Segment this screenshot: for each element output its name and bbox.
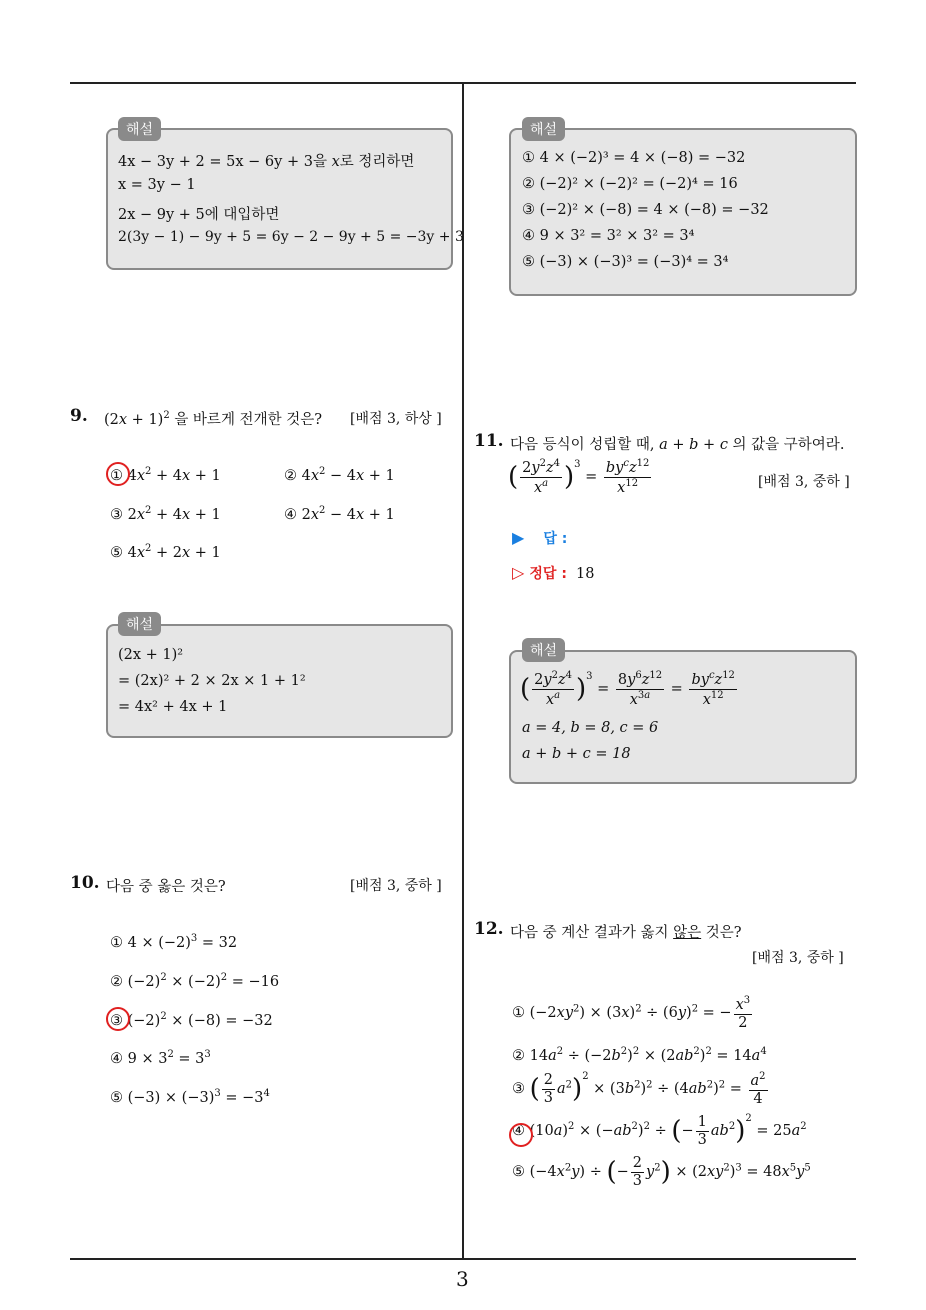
- q9-explanation-tag: 해설: [118, 612, 161, 636]
- q12-score: [배점 3, 중하 ]: [752, 950, 844, 966]
- q12-correct-mark: [509, 1123, 533, 1147]
- bottom-rule: [70, 1258, 856, 1260]
- q9-option-5[interactable]: ⑤ $4x^2 + 2x + 1$: [110, 543, 221, 561]
- q9-expression: $(2x + 1)^2$: [104, 410, 170, 428]
- q10-question: 다음 중 옳은 것은?: [106, 879, 226, 895]
- q10-correct-mark: [106, 1007, 130, 1031]
- q8-explanation-line-1: 4x − 3y + 2 = 5x − 6y + 3을 x로 정리하면: [118, 154, 415, 170]
- q10-option-3[interactable]: ③ $(-2)^2 \times (-8) = -32$: [110, 1011, 273, 1029]
- q9-explanation-line-3: = 4x² + 4x + 1: [118, 699, 228, 715]
- q12-option-4[interactable]: ④ $(10a)^2 \times (-ab^2)^2$ ÷ (− $\frac{1}{3}$ $ab^2)^2 = 25a^2$: [512, 1113, 807, 1148]
- q9-explanation-line-2: = (2x)² + 2 × 2x × 1 + 1²: [118, 673, 306, 689]
- q10-option-5[interactable]: ⑤ $(-3) \times (-3)^3 = -3^4$: [110, 1088, 270, 1106]
- answer-arrow-icon: ▶: [512, 528, 525, 547]
- q9-option-3[interactable]: ③ $2x^2 + 4x + 1$: [110, 505, 221, 523]
- q8-explanation-line-3: 2x − 9y + 5에 대입하면: [118, 207, 280, 223]
- correct-arrow-icon: ▷: [512, 563, 525, 582]
- q12-option-5[interactable]: ⑤ $(-4x^2y)$ ÷ (− $\frac{2}{3}$ $y^2) \times (2xy^2)^3 = 48x^5y^5$: [512, 1155, 811, 1189]
- q11-question: 다음 등식이 성립할 때, a + b + c 의 값을 구하여라.: [510, 437, 845, 453]
- q9-option-2[interactable]: ② $4x^2 - 4x + 1$: [284, 466, 395, 484]
- q12-number: 12.: [474, 919, 504, 939]
- q12-option-2[interactable]: ② $14a^2 \div (-2b^2)^2 \times (2ab^2)^2 = 14a^4$: [512, 1046, 767, 1064]
- q8-explanation-tag: 해설: [118, 117, 161, 141]
- q11-explanation-line-1: ( $\frac{2y^2z^4}{x^a}$ )$^3$ = $\frac{8y^6z^{12}}{x^{3a}}$ = $\frac{by^cz^{12}}{x^{12}}$: [520, 670, 735, 708]
- q8-explanation-line-2: x = 3y − 1: [118, 177, 196, 193]
- q9-explanation-line-1: (2x + 1)²: [118, 647, 184, 663]
- page-number: 3: [456, 1267, 469, 1291]
- q11-explanation-line-3: a + b + c = 18: [522, 746, 631, 762]
- q9-option-4[interactable]: ④ $2x^2 - 4x + 1$: [284, 505, 395, 523]
- q10-explanation-line-1: ① 4 × (−2)³ = 4 × (−8) = −32: [522, 150, 746, 166]
- q10-explanation-line-3: ③ (−2)² × (−8) = 4 × (−8) = −32: [522, 202, 769, 218]
- q11-explanation-line-2: a = 4, b = 8, c = 6: [522, 720, 659, 736]
- q9-correct-mark: [106, 462, 130, 486]
- q11-answer-row: ▶ 답 :: [512, 528, 568, 547]
- q12-option-1[interactable]: ① $(-2xy^2) \times (3x)^2 \div (6y)^2$ = − $\frac{x^3}{2}$: [512, 995, 751, 1031]
- q11-score: [배점 3, 중하 ]: [758, 474, 850, 490]
- q10-option-4[interactable]: ④ $9 \times 3^2 = 3^3$: [110, 1049, 211, 1067]
- q12-option-3[interactable]: ③ ( $\frac{2}{3}$ $a^2)^2 \times (3b^2)^2 \div (4ab^2)^2$ = $\frac{a^2}{4}$: [512, 1071, 766, 1107]
- q9-number: 9.: [70, 406, 88, 426]
- q10-score: [배점 3, 중하 ]: [350, 878, 442, 894]
- q11-correct-row: ▷ 정답 : 18: [512, 563, 595, 582]
- q9-question: $(2x + 1)^2$ 을 바르게 전개한 것은?: [104, 410, 322, 428]
- q11-abc: a + b + c: [659, 437, 728, 453]
- q11-number: 11.: [474, 431, 504, 451]
- q10-number: 10.: [70, 873, 100, 893]
- q10-explanation-line-2: ② (−2)² × (−2)² = (−2)⁴ = 16: [522, 176, 738, 192]
- q9-score: [배점 3, 하상 ]: [350, 411, 442, 427]
- q8-explanation-line-4: 2(3y − 1) − 9y + 5 = 6y − 2 − 9y + 5 = −3y + 3: [118, 229, 464, 245]
- q11-equation: ( $\frac{2y^2z^4}{x^a}$ )$^3$ = $\frac{by^cz^{12}}{x^{12}}$: [508, 458, 650, 496]
- q10-explanation-line-5: ⑤ (−3) × (−3)³ = (−3)⁴ = 3⁴: [522, 254, 729, 270]
- q10-option-2[interactable]: ② $(-2)^2 \times (-2)^2 = -16$: [110, 972, 280, 990]
- q10-explanation-line-4: ④ 9 × 3² = 3² × 3² = 3⁴: [522, 228, 695, 244]
- q10-explanation-tag: 해설: [522, 117, 565, 141]
- q10-option-1[interactable]: ① $4 \times (-2)^3 = 32$: [110, 933, 238, 951]
- q11-explanation-tag: 해설: [522, 638, 565, 662]
- column-divider: [462, 82, 464, 1260]
- q9-option-1[interactable]: ① $4x^2 + 4x + 1$: [110, 466, 221, 484]
- q12-question: 다음 중 계산 결과가 옳지 않은 것은?: [510, 925, 742, 941]
